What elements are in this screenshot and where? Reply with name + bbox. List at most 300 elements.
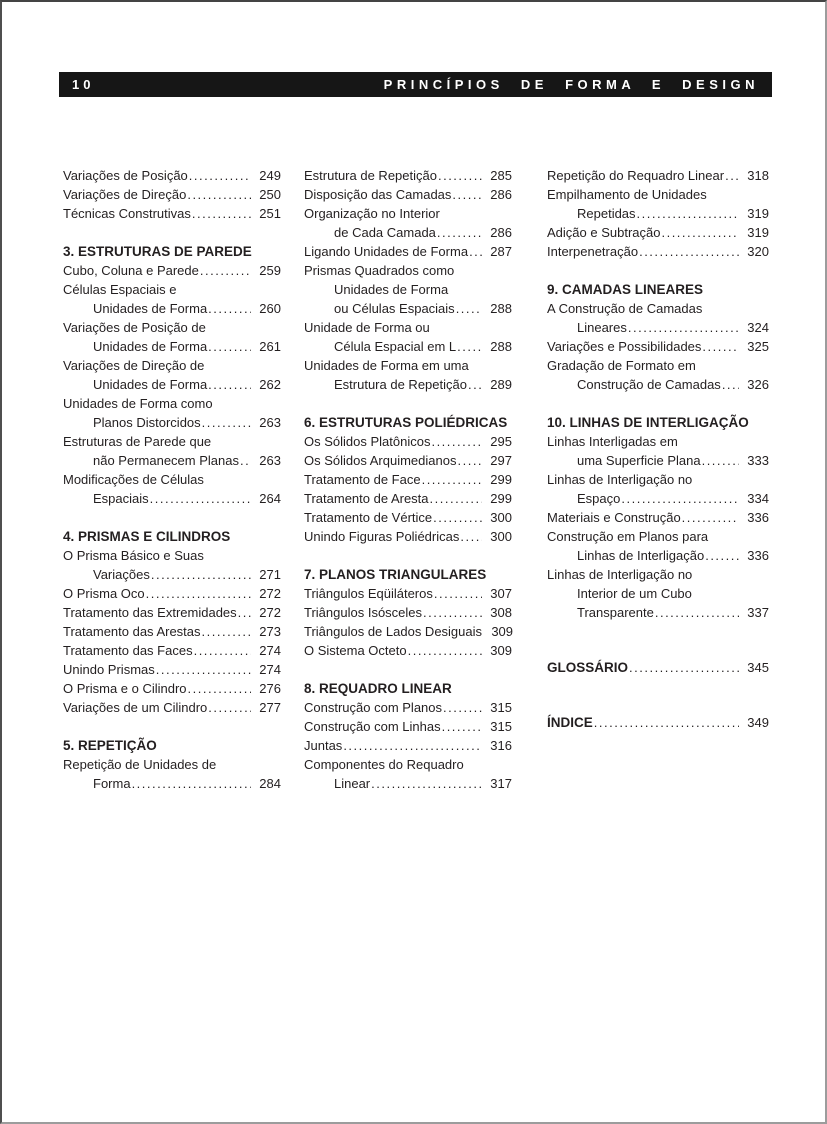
toc-entry [63, 660, 281, 679]
toc-entry-line [547, 451, 769, 470]
toc-entry-line [63, 280, 281, 299]
dot-leader [433, 508, 482, 527]
toc-entry-page-number: 300 [490, 529, 512, 544]
dot-leader [202, 622, 251, 641]
toc-entry-title: ÍNDICE [547, 715, 593, 730]
toc-section [547, 658, 769, 677]
dot-leader [594, 713, 739, 732]
toc-entry [547, 527, 769, 565]
toc-entry-title: Organização no Interior [304, 206, 440, 221]
toc-entry-title: Ligando Unidades de Forma [304, 244, 469, 259]
toc-entry [63, 166, 281, 185]
toc-entry-page-number: 336 [747, 510, 769, 525]
toc-entry-line [63, 432, 281, 451]
toc-entry [304, 698, 512, 717]
toc-entry-page-number: 262 [259, 377, 281, 392]
toc-entry-line [304, 318, 512, 337]
toc-entry-line [547, 489, 769, 508]
toc-entry-line [63, 375, 281, 394]
dot-leader [460, 527, 482, 546]
toc-entry-title: Linhas de Interligação no [547, 472, 693, 487]
toc-column [304, 166, 512, 793]
toc-entry [63, 698, 281, 717]
toc-entry-page-number: 273 [259, 624, 281, 639]
toc-entry-title: Componentes do Requadro [304, 757, 464, 772]
toc-entry-line [547, 185, 769, 204]
toc-entry [63, 356, 281, 394]
dot-leader [443, 698, 482, 717]
toc-entry-page-number: 309 [491, 624, 514, 639]
toc-entry-line [304, 603, 512, 622]
toc-entry-page-number: 318 [747, 168, 769, 183]
toc-entry [304, 584, 512, 603]
toc-entry [63, 546, 281, 584]
toc-entry-line [63, 166, 281, 185]
toc-entry-title: Unidades de Forma [93, 339, 208, 354]
toc-entry-title: Unidades de Forma [93, 301, 208, 316]
toc-entry-page-number: 259 [259, 263, 281, 278]
toc-entry [63, 641, 281, 660]
toc-entry-title: Espaciais [93, 491, 149, 506]
dot-leader [438, 166, 482, 185]
toc-entry [547, 470, 769, 508]
toc-entry-page-number: 274 [259, 662, 281, 677]
toc-entry [63, 679, 281, 698]
toc-entry-title: Repetidas [577, 206, 636, 221]
dot-leader [442, 717, 482, 736]
toc-entry-title: Linhas de Interligação [577, 548, 705, 563]
toc-entry-title: não Permanecem Planas [93, 453, 239, 468]
toc-entry-title: Interpenetração [547, 244, 639, 259]
toc-section [63, 736, 281, 793]
dot-leader [629, 658, 739, 677]
toc-entry [304, 451, 512, 470]
toc-entry-line [547, 527, 769, 546]
toc-entry-title: O Prisma e o Cilindro [63, 681, 187, 696]
toc-entry-title: Disposição das Camadas [304, 187, 452, 202]
toc-entry-title: Tratamento das Arestas [63, 624, 201, 639]
dot-leader [722, 375, 739, 394]
toc-entry-page-number: 263 [259, 453, 281, 468]
toc-entry-line [304, 755, 512, 774]
toc-entry-page-number: 250 [259, 187, 281, 202]
dot-leader [146, 584, 251, 603]
dot-leader [655, 603, 739, 622]
toc-entry-line [547, 658, 769, 677]
dot-leader [187, 185, 251, 204]
dot-leader [434, 584, 482, 603]
toc-entry-title: O Prisma Básico e Suas [63, 548, 204, 563]
toc-entry-line [547, 565, 769, 584]
toc-entry-line [304, 470, 512, 489]
toc-entry-line [304, 489, 512, 508]
toc-entry-page-number: 316 [490, 738, 512, 753]
toc-entry-line [63, 356, 281, 375]
toc-entry-line [304, 432, 512, 451]
toc-entry-line [304, 451, 512, 470]
toc-entry [304, 470, 512, 489]
toc-entry [547, 223, 769, 242]
toc-entry [304, 717, 512, 736]
toc-entry-title: Estruturas de Parede que [63, 434, 212, 449]
toc-entry-page-number: 287 [490, 244, 512, 259]
dot-leader [208, 698, 251, 717]
toc-entry-line [304, 223, 512, 242]
toc-entry-title: Variações de Posição [63, 168, 188, 183]
toc-entry-title: ou Células Espaciais [334, 301, 455, 316]
toc-entry [63, 470, 281, 508]
toc-section-heading: 8. REQUADRO LINEAR [304, 681, 452, 696]
toc-entry-title: Variações de um Cilindro [63, 700, 208, 715]
toc-entry-page-number: 315 [490, 700, 512, 715]
toc-entry [304, 508, 512, 527]
toc-entry-title: Variações de Posição de [63, 320, 206, 335]
toc-entry-line [304, 774, 512, 793]
toc-entry-title: Prismas Quadrados como [304, 263, 455, 278]
dot-leader [457, 451, 482, 470]
toc-entry [304, 527, 512, 546]
toc-entry-page-number: 263 [259, 415, 281, 430]
toc-entry-title: Triângulos Eqüiláteros [304, 586, 433, 601]
toc-entry-line [63, 679, 281, 698]
toc-entry-title: Técnicas Construtivas [63, 206, 191, 221]
toc-entry-line [63, 755, 281, 774]
toc-entry [547, 713, 769, 732]
book-title: PRINCÍPIOS DE FORMA E DESIGN [383, 77, 759, 92]
dot-leader [150, 489, 251, 508]
toc-entry-page-number: 272 [259, 586, 281, 601]
toc-entry-page-number: 320 [747, 244, 769, 259]
toc-entry-page-number: 345 [747, 660, 769, 675]
toc-entry [63, 432, 281, 470]
toc-entry-line [63, 603, 281, 622]
toc-entry-title: Planos Distorcidos [93, 415, 201, 430]
toc-entry-title: de Cada Camada [334, 225, 436, 240]
toc-entry [304, 736, 512, 755]
toc-entry [304, 432, 512, 451]
dot-leader [202, 413, 251, 432]
toc-entry-title: Tratamento das Faces [63, 643, 193, 658]
toc-entry-page-number: 324 [747, 320, 769, 335]
dot-leader [132, 774, 251, 793]
toc-entry [304, 356, 512, 394]
toc-section-heading: 4. PRISMAS E CILINDROS [63, 529, 231, 544]
toc-entry-line [63, 394, 281, 413]
toc-entry-line [547, 242, 769, 261]
toc-section [63, 166, 281, 223]
toc-entry-title: Linhas de Interligação no [547, 567, 693, 582]
toc-entry [547, 658, 769, 677]
toc-entry-title: Lineares [577, 320, 627, 335]
toc-entry-page-number: 295 [490, 434, 512, 449]
toc-section-heading: 10. LINHAS DE INTERLIGAÇÃO [547, 415, 749, 430]
toc-column [547, 166, 769, 732]
dot-leader [208, 375, 251, 394]
dot-leader [431, 432, 482, 451]
toc-entry-line [547, 337, 769, 356]
toc-entry-page-number: 288 [490, 339, 512, 354]
toc-section-heading: 3. ESTRUTURAS DE PAREDE [63, 244, 252, 259]
dot-leader [423, 603, 482, 622]
toc-entry-title: Construção com Linhas [304, 719, 441, 734]
toc-entry-title: Forma [93, 776, 131, 791]
dot-leader [189, 166, 251, 185]
toc-entry-line [63, 622, 281, 641]
toc-entry-title: Células Espaciais e [63, 282, 177, 297]
page-header-bar [59, 72, 772, 97]
toc-entry-line [304, 280, 512, 299]
dot-leader [452, 185, 482, 204]
toc-entry-title: Modificações de Células [63, 472, 204, 487]
toc-entry-line [547, 603, 769, 622]
toc-entry-page-number: 286 [490, 225, 512, 240]
dot-leader [208, 299, 251, 318]
dot-leader [343, 736, 482, 755]
toc-entry-line [304, 584, 512, 603]
toc-entry-page-number: 309 [490, 643, 512, 658]
toc-entry-line [304, 166, 512, 185]
dot-leader [151, 565, 251, 584]
toc-entry-line [547, 318, 769, 337]
toc-entry-title: Os Sólidos Platônicos [304, 434, 431, 449]
dot-leader [188, 679, 251, 698]
toc-entry-line [304, 527, 512, 546]
dot-leader [422, 470, 482, 489]
toc-entry-line [547, 508, 769, 527]
toc-entry-page-number: 315 [490, 719, 512, 734]
toc-entry-page-number: 334 [747, 491, 769, 506]
toc-entry [547, 242, 769, 261]
toc-entry [547, 337, 769, 356]
toc-section [304, 565, 512, 660]
toc-entry [63, 204, 281, 223]
toc-entry-line [304, 242, 512, 261]
dot-leader [469, 242, 482, 261]
toc-entry [547, 432, 769, 470]
toc-entry-title: Transparente [577, 605, 654, 620]
toc-entry-title: Unindo Prismas [63, 662, 155, 677]
toc-entry-page-number: 319 [747, 225, 769, 240]
dot-leader [192, 204, 251, 223]
dot-leader [430, 489, 482, 508]
toc-entry-title: Tratamento de Vértice [304, 510, 433, 525]
toc-entry-title: Triângulos Isósceles [304, 605, 423, 620]
toc-entry-line [63, 299, 281, 318]
toc-entry [304, 755, 512, 793]
toc-entry-line [547, 166, 769, 185]
toc-entry-title: O Sistema Octeto [304, 643, 407, 658]
toc-entry-line [63, 470, 281, 489]
dot-leader [408, 641, 482, 660]
toc-entry-title: Construção de Camadas [577, 377, 721, 392]
toc-entry-line [547, 432, 769, 451]
toc-entry-page-number: 325 [747, 339, 769, 354]
toc-entry-line [63, 660, 281, 679]
toc-entry-page-number: 297 [490, 453, 512, 468]
toc-entry-page-number: 260 [259, 301, 281, 316]
toc-entry-page-number: 251 [259, 206, 281, 221]
toc-entry [547, 299, 769, 337]
toc-section [547, 280, 769, 394]
dot-leader [705, 546, 739, 565]
toc-entry [547, 166, 769, 185]
dot-leader [457, 337, 482, 356]
toc-entry [304, 641, 512, 660]
toc-entry-line [63, 185, 281, 204]
toc-entry-title: Estrutura de Repetição [334, 377, 467, 392]
toc-entry [63, 261, 281, 280]
toc-entry-line [304, 622, 512, 641]
toc-entry-page-number: 286 [490, 187, 512, 202]
page-number: 10 [72, 77, 95, 92]
toc-entry-title: Triângulos de Lados Desiguais [304, 624, 483, 639]
toc-entry-line [63, 337, 281, 356]
toc-entry-title: Unidades de Forma [93, 377, 208, 392]
toc-entry-line [63, 565, 281, 584]
toc-entry-title: Os Sólidos Arquimedianos [304, 453, 457, 468]
toc-entry-line [547, 584, 769, 603]
toc-entry [63, 185, 281, 204]
toc-entry-line [63, 413, 281, 432]
toc-entry-line [547, 713, 769, 732]
toc-section [547, 166, 769, 261]
toc-entry [304, 489, 512, 508]
toc-entry-title: Unidade de Forma ou [304, 320, 430, 335]
dot-leader [208, 337, 251, 356]
toc-entry-line [547, 204, 769, 223]
toc-entry-line [547, 470, 769, 489]
toc-section [547, 413, 769, 622]
dot-leader [456, 299, 482, 318]
toc-entry-page-number: 307 [490, 586, 512, 601]
toc-entry-line [63, 584, 281, 603]
toc-column [63, 166, 281, 793]
toc-entry-title: Adição e Subtração [547, 225, 661, 240]
toc-entry [547, 185, 769, 223]
toc-entry-title: Unidades de Forma [334, 282, 449, 297]
toc-entry-title: Interior de um Cubo [577, 586, 692, 601]
toc-entry-title: A Construção de Camadas [547, 301, 703, 316]
toc-entry-title: Repetição do Requadro Linear [547, 168, 725, 183]
toc-entry-line [547, 299, 769, 318]
toc-entry-page-number: 271 [259, 567, 281, 582]
toc-entry-title: Linhas Interligadas em [547, 434, 678, 449]
toc-section [304, 679, 512, 793]
toc-section-heading: 9. CAMADAS LINEARES [547, 282, 704, 297]
toc-section [304, 166, 512, 394]
toc-entry-line [63, 641, 281, 660]
dot-leader [194, 641, 251, 660]
toc-entry-title: Tratamento das Extremidades [63, 605, 237, 620]
toc-entry-title: Tratamento de Aresta [304, 491, 429, 506]
toc-entry-line [304, 698, 512, 717]
toc-entry-page-number: 264 [259, 491, 281, 506]
toc-entry-page-number: 284 [259, 776, 281, 791]
toc-entry-line [304, 185, 512, 204]
toc-entry-title: Célula Espacial em L [334, 339, 457, 354]
toc-entry [547, 356, 769, 394]
toc-entry-line [63, 318, 281, 337]
toc-entry-line [304, 717, 512, 736]
toc-entry-line [547, 375, 769, 394]
toc-entry [63, 755, 281, 793]
toc-entry-title: Juntas [304, 738, 343, 753]
toc-entry [304, 166, 512, 185]
toc-entry-line [63, 698, 281, 717]
toc-entry-line [304, 641, 512, 660]
toc-entry [304, 603, 512, 622]
toc-entry-line [304, 375, 512, 394]
toc-entry-line [304, 299, 512, 318]
toc-entry-page-number: 333 [747, 453, 769, 468]
dot-leader [156, 660, 251, 679]
toc-entry-page-number: 276 [259, 681, 281, 696]
toc-entry-line [304, 337, 512, 356]
toc-entry [547, 565, 769, 622]
toc-entry-page-number: 272 [259, 605, 281, 620]
dot-leader [628, 318, 739, 337]
toc-entry-title: Unidades de Forma como [63, 396, 213, 411]
toc-entry-title: Linear [334, 776, 371, 791]
toc-entry-line [304, 356, 512, 375]
dot-leader [621, 489, 739, 508]
dot-leader [371, 774, 482, 793]
toc-entry [304, 318, 512, 356]
toc-entry [63, 280, 281, 318]
toc-entry [63, 622, 281, 641]
toc-entry-page-number: 285 [490, 168, 512, 183]
toc-entry [304, 204, 512, 242]
toc-entry-page-number: 337 [747, 605, 769, 620]
toc-entry-line [63, 261, 281, 280]
toc-entry [63, 394, 281, 432]
toc-entry-title: Unidades de Forma em uma [304, 358, 469, 373]
toc-entry-page-number: 300 [490, 510, 512, 525]
toc-entry-line [63, 451, 281, 470]
toc-section-heading: 6. ESTRUTURAS POLIÉDRICAS [304, 415, 508, 430]
dot-leader [238, 603, 251, 622]
toc-entry-title: Variações de Direção de [63, 358, 205, 373]
dot-leader [661, 223, 739, 242]
toc-entry-page-number: 299 [490, 472, 512, 487]
toc-entry-line [63, 204, 281, 223]
toc-entry-line [547, 356, 769, 375]
toc-entry [304, 185, 512, 204]
toc-entry-line [547, 223, 769, 242]
toc-entry-title: Unindo Figuras Poliédricas [304, 529, 460, 544]
toc-entry-line [304, 204, 512, 223]
dot-leader [702, 451, 739, 470]
toc-entry-page-number: 261 [259, 339, 281, 354]
dot-leader [200, 261, 251, 280]
toc-entry-page-number: 317 [490, 776, 512, 791]
toc-entry-title: Materiais e Construção [547, 510, 681, 525]
toc-entry-page-number: 274 [259, 643, 281, 658]
toc-entry-page-number: 289 [490, 377, 512, 392]
toc-entry-title: Tratamento de Face [304, 472, 421, 487]
toc-entry-line [63, 774, 281, 793]
toc-entry-title: Empilhamento de Unidades [547, 187, 707, 202]
toc-entry [547, 508, 769, 527]
toc-entry-line [304, 261, 512, 280]
toc-entry [63, 603, 281, 622]
toc-entry-title: Espaço [577, 491, 621, 506]
toc-entry-title: GLOSSÁRIO [547, 660, 629, 675]
dot-leader [468, 375, 482, 394]
toc-entry-page-number: 326 [747, 377, 769, 392]
toc-entry-page-number: 277 [259, 700, 281, 715]
toc-entry-title: Variações de Direção [63, 187, 187, 202]
